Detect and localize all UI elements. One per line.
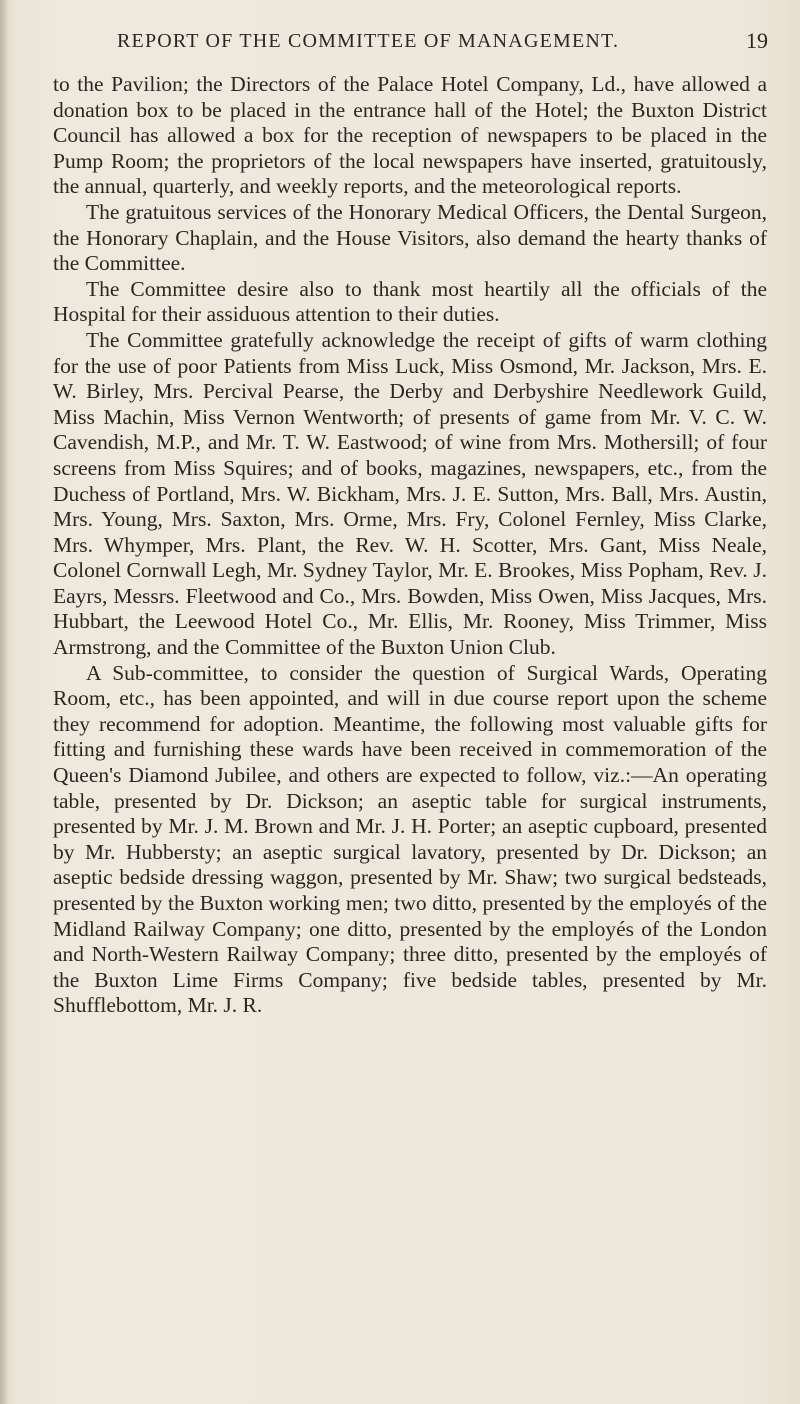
paragraph-pavilion-donations: to the Pavilion; the Directors of the Palace Hotel Company, Ld., have allowed a donation box to be placed in the entrance hall of the Hotel; the Buxton District Council has allowed a box for the reception of newspapers to be placed in the Pump Room; the proprietors of the local newspapers have inserted, gratuitously, the annual, quarterly, and weekly reports, and the meteorological reports. xyxy=(53,72,767,199)
running-head-title: REPORT OF THE COMMITTEE OF MANAGEMENT. xyxy=(117,30,620,52)
paragraph-officials-thanks: The Committee desire also to thank most heartily all the officials of the Hospital for their assiduous attention to their duties. xyxy=(53,276,767,327)
paragraph-honorary-officers-thanks: The gratuitous services of the Honorary Medical Officers, the Dental Surgeon, the Honorary Chaplain, and the House Visitors, also demand the hearty thanks of the Committee. xyxy=(53,199,767,276)
paragraph-surgical-wards: A Sub-committee, to consider the question of Surgical Wards, Operating Room, etc., has been appointed, and will in due course report upon the scheme they recommend for adoption. Meantime, the following most valuable gifts for fitting and furnishing these wards have been received in commemoration of the Queen's Diamond Jubilee, and others are expected to follow, viz.:—An operating table, presented by Dr. Dickson; an aseptic table for surgical instruments, presented by Mr. J. M. Brown and Mr. J. H. Porter; an aseptic cupboard, presented by Mr. Hubbersty; an aseptic surgical lavatory, presented by Dr. Dickson; an aseptic bedside dressing waggon, presented by Mr. Shaw; two surgical bedsteads, presented by the Buxton working men; two ditto, presented by the employés of the Midland Railway Company; one ditto, presented by the employés of the London and North-Western Railway Company; three ditto, presented by the employés of the Buxton Lime Firms Company; five bedside tables, presented by Mr. Shufflebottom, Mr. J. R. xyxy=(53,660,767,1018)
paragraph-gifts-acknowledgement: The Committee gratefully acknowledge the receipt of gifts of warm clothing for the use of poor Patients from Miss Luck, Miss Osmond, Mr. Jackson, Mrs. E. W. Birley, Mrs. Percival Pearse, the Derby and Derbyshire Needlework Guild, Miss Machin, Miss Vernon Wentworth; of presents of game from Mr. V. C. W. Cavendish, M.P., and Mr. T. W. Eastwood; of wine from Mrs. Mothersill; of four screens from Miss Squires; and of books, magazines, newspapers, etc., from the Duchess of Portland, Mrs. W. Bickham, Mrs. J. E. Sutton, Mrs. Ball, Mrs. Austin, Mrs. Young, Mrs. Saxton, Mrs. Orme, Mrs. Fry, Colonel Fernley, Miss Clarke, Mrs. Whymper, Mrs. Plant, the Rev. W. H. Scotter, Mrs. Gant, Miss Neale, Colonel Cornwall Legh, Mr. Sydney Taylor, Mr. E. Brookes, Miss Popham, Rev. J. Eayrs, Messrs. Fleetwood and Co., Mrs. Bowden, Miss Owen, Miss Jacques, Mrs. Hubbart, the Leewood Hotel Co., Mr. Ellis, Mr. Rooney, Miss Trimmer, Miss Armstrong, and the Committee of the Buxton Union Club. xyxy=(53,327,767,660)
body-text xyxy=(53,72,767,1019)
page-number: 19 xyxy=(746,28,768,53)
page-gutter-shadow xyxy=(0,0,8,1404)
